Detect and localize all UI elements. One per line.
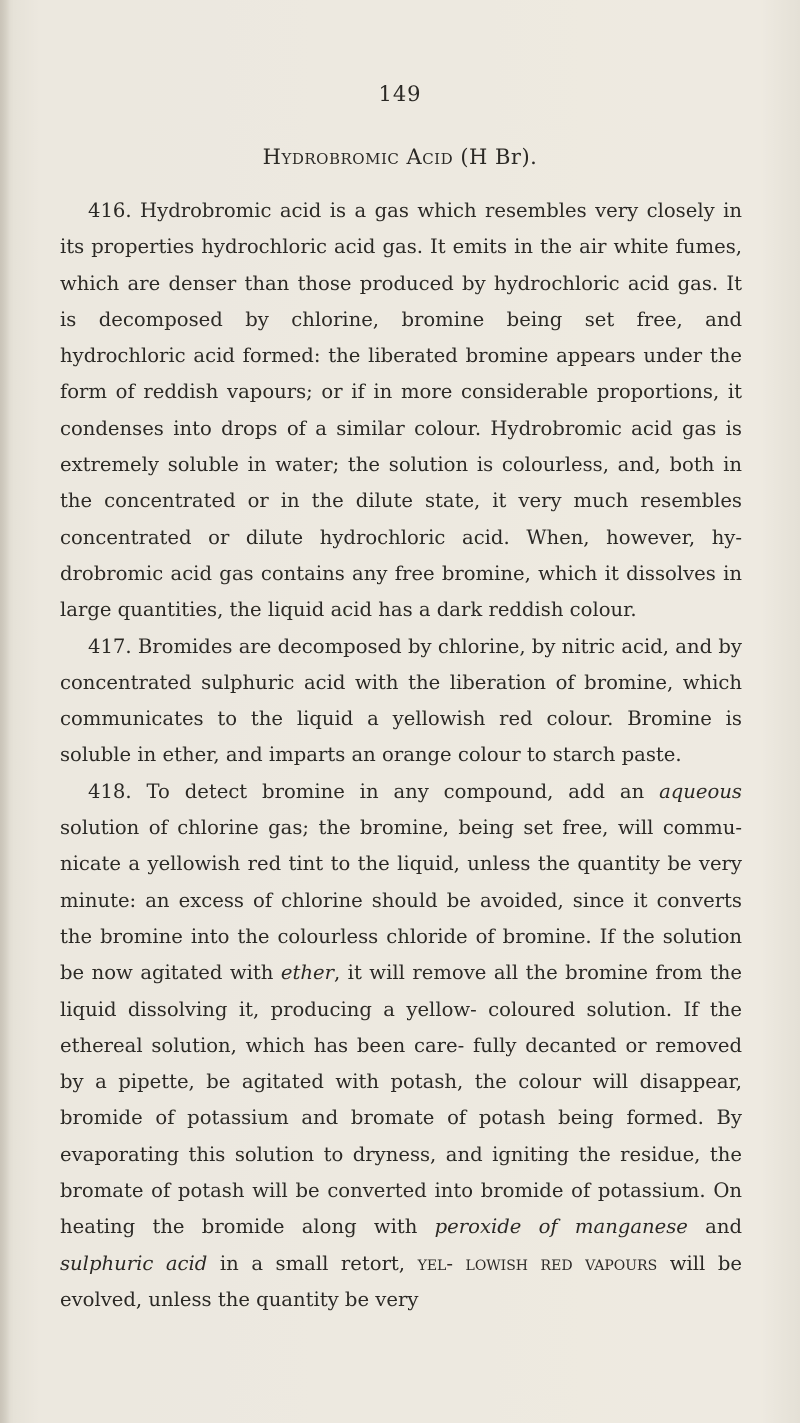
heading-title: Hydrobromic Acid bbox=[262, 145, 454, 169]
page-number: 149 bbox=[378, 82, 422, 106]
smallcaps-vapours: yel- lowish red vapours bbox=[417, 1251, 658, 1275]
section-heading bbox=[0, 145, 800, 169]
paragraph-418-part: , it will remove all the bromine from the liquid dissolving it, producing a yellow- coloured solution. If the ethereal solution, which has been care- fully decanted or removed by a pipette, be agitated with potash, the colour will disappear, bromide of potassium and bromate of potash being formed. By evaporating this solution to dryness, and igniting the residue, the bromate of potash will be converted into bromide of potassium. On heating the bromide along with bbox=[60, 961, 742, 1239]
paragraph-417: 417. Bromides are decomposed by chlorine, by nitric acid, and by concentrated sulphuric acid with the liberation of bromine, which communicates to the liquid a yellowish red colour. Bromine is soluble in ether, and imparts an orange colour to starch paste. bbox=[60, 634, 742, 767]
paragraph-418-part: will be evolved, unless the quantity be very bbox=[60, 1251, 742, 1311]
emphasis-sulphuric: sulphuric acid bbox=[60, 1251, 208, 1275]
heading-formula: (H Br). bbox=[460, 145, 538, 169]
paragraph-418 bbox=[60, 774, 742, 1318]
paragraph-418-part: in a small retort, bbox=[207, 1251, 418, 1275]
emphasis-ether: ether bbox=[280, 961, 334, 985]
emphasis-peroxide: peroxide of manganese bbox=[434, 1215, 688, 1239]
page-gutter-shadow bbox=[0, 0, 10, 1423]
paragraph-416: 416. Hydrobromic acid is a gas which resembles very closely in its properties hydrochloric acid gas. It emits in the air white fumes, which are denser than those produced by hydrochloric acid gas. It is decomposed by chlorine, bromine being set free, and hydrochloric acid formed: the liberated bromine appears under the form of reddish vapours; or if in more considerable proportions, it condenses into drops of a similar colour. Hydrobromic acid gas is extremely soluble in water; the solution is colourless, and, both in the concentrated or in the dilute state, it very much resembles concentrated or dilute hydrochloric acid. When, however, hy- drobromic acid gas contains any free bromine, which it dissolves in large quantities, the liquid acid has a dark reddish colour. bbox=[60, 199, 742, 622]
paragraph-418-part: and bbox=[687, 1215, 742, 1239]
paragraph-418-part: solution of chlorine gas; the bromine, being set free, will commu- nicate a yellowish red tint to the liquid, unless the quantity be very minute: an excess of chlorine should be avoided, since it converts the bromine into the colourless chloride of bromine. If the solution be now agitated with bbox=[60, 816, 742, 985]
paragraph-418-part: 418. To detect bromine in any compound, add an bbox=[88, 779, 660, 803]
body-text bbox=[60, 193, 742, 1318]
emphasis-aqueous: aqueous bbox=[659, 779, 742, 803]
